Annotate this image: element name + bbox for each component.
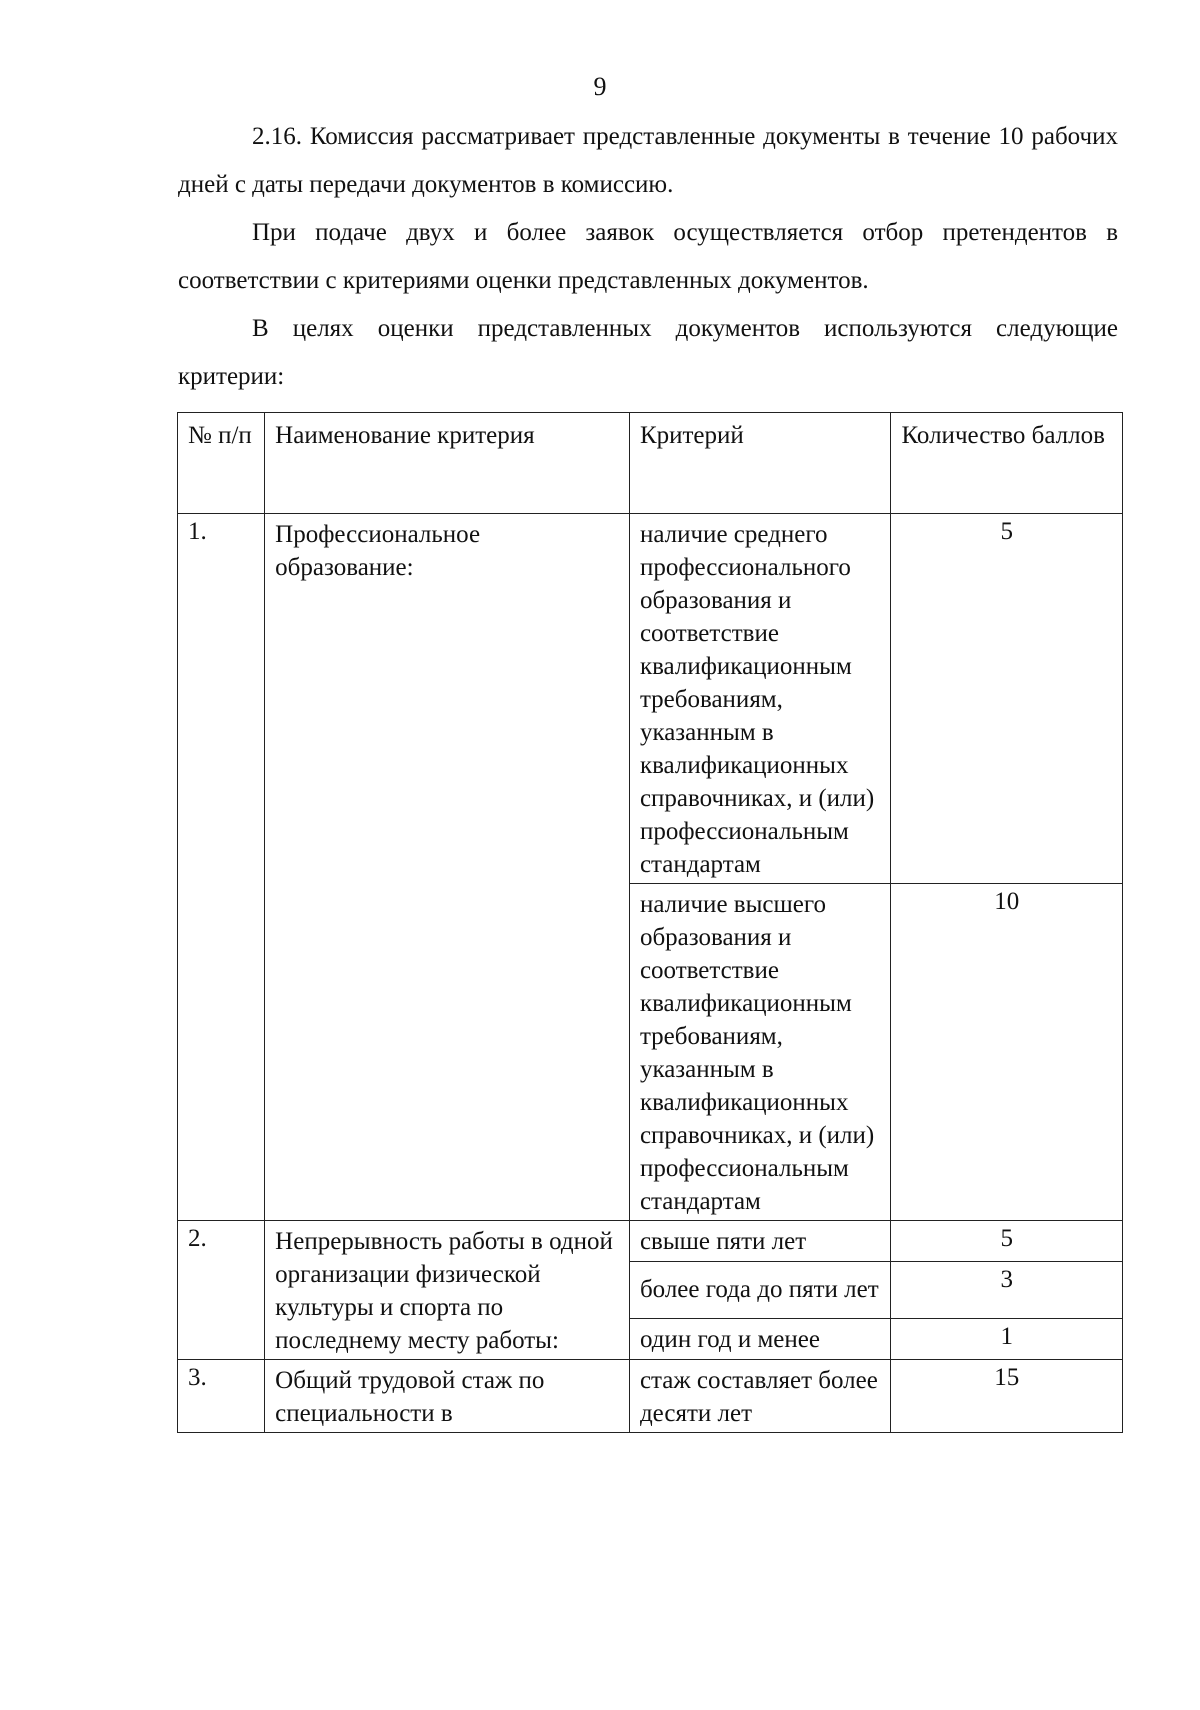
criterion-cell: наличие среднего профессионального образования и соответствие квалификационным требованиям, указанным в квалификационных справочниках, и (или) профессиональным стандартам <box>629 514 891 884</box>
paragraph-2-16: 2.16. Комиссия рассматривает представленные документы в течение 10 рабочих дней с даты передачи документов в комиссию. <box>178 123 1118 198</box>
points-cell: 15 <box>891 1360 1123 1433</box>
points-cell: 5 <box>891 1221 1123 1262</box>
criterion-cell: свыше пяти лет <box>629 1221 891 1262</box>
points-cell: 3 <box>891 1262 1123 1319</box>
criterion-cell: стаж составляет более десяти лет <box>629 1360 891 1433</box>
criterion-cell: более года до пяти лет <box>629 1262 891 1319</box>
criterion-cell: один год и менее <box>629 1318 891 1359</box>
header-num: № п/п <box>178 413 265 514</box>
row-num: 3. <box>178 1360 265 1433</box>
points-cell: 1 <box>891 1318 1123 1359</box>
table-row <box>178 514 1123 884</box>
table-row <box>178 1221 1123 1262</box>
header-points: Количество баллов <box>891 413 1123 514</box>
page-number: 9 <box>593 72 607 101</box>
criteria-table <box>177 412 1123 1433</box>
table-header-row <box>178 413 1123 514</box>
row-criterion-name: Непрерывность работы в одной организации физической культуры и спорта по последнему месту работы: <box>265 1221 630 1360</box>
paragraph-criteria-intro: В целях оценки представленных документов используются следующие критерии: <box>178 315 1118 390</box>
row-num: 1. <box>178 514 265 1221</box>
paragraph-selection: При подаче двух и более заявок осуществляется отбор претендентов в соответствии с критериями оценки представленных документов. <box>178 219 1118 294</box>
points-cell: 10 <box>891 884 1123 1221</box>
criterion-cell: наличие высшего образования и соответствие квалификационным требованиям, указанным в квалификационных справочниках, и (или) профессиональным стандартам <box>629 884 891 1221</box>
row-criterion-name: Профессиональное образование: <box>265 514 630 1221</box>
points-cell: 5 <box>891 514 1123 884</box>
header-name: Наименование критерия <box>265 413 630 514</box>
table-row <box>178 1360 1123 1433</box>
row-num: 2. <box>178 1221 265 1360</box>
header-criterion: Критерий <box>629 413 891 514</box>
row-criterion-name: Общий трудовой стаж по специальности в <box>265 1360 630 1433</box>
